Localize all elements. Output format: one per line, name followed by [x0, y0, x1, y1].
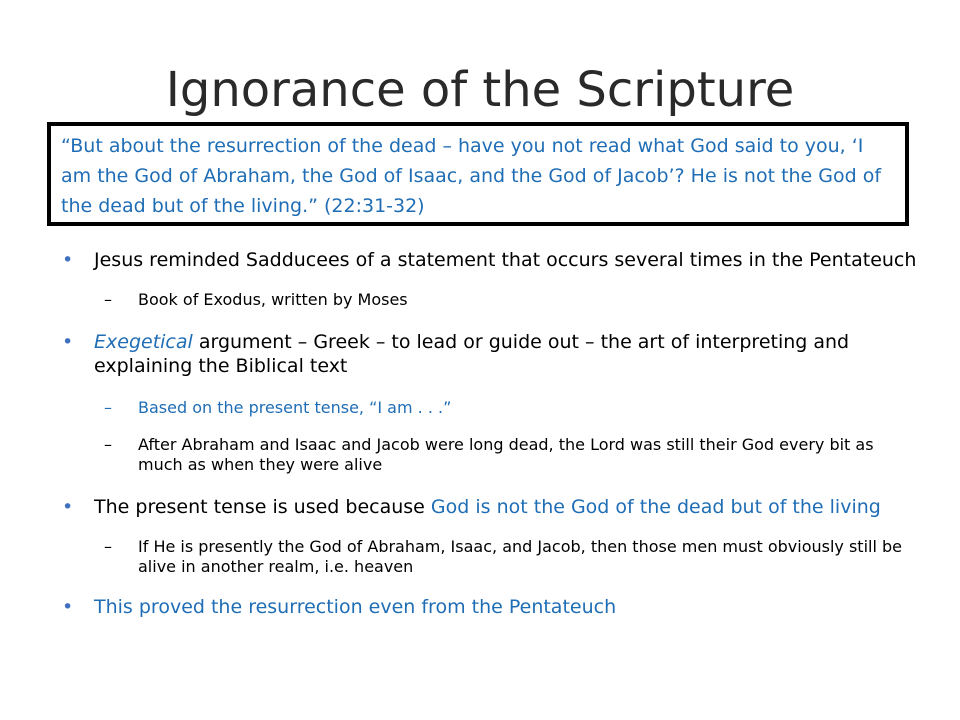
sub-bullet-text: After Abraham and Isaac and Jacob were long dead, the Lord was still their God every bit as much as when they were alive	[138, 435, 874, 474]
sub-bullet-item	[62, 398, 922, 418]
scripture-quote-box	[47, 122, 909, 226]
scripture-quote-text: “But about the resurrection of the dead – have you not read what God said to you, ‘I am the God of Abraham, the God of Isaac, and the God of Jacob’? He is not the God of the dead but of the living.” (22:31-32)	[61, 135, 882, 217]
bullet-text: argument – Greek – to lead or guide out – the art of interpreting and explaining the Biblical text	[94, 331, 850, 377]
bullet-text: The present tense is used because	[94, 496, 431, 518]
bullet-item	[62, 330, 922, 378]
bullet-marker: •	[62, 249, 74, 271]
sub-bullet-marker: –	[104, 537, 112, 556]
bullet-marker: •	[62, 596, 74, 618]
bullet-item	[62, 495, 922, 519]
bullet-item	[62, 248, 922, 272]
sub-bullet-item	[62, 435, 922, 475]
sub-bullet-text: Based on the present tense, “I am . . .”	[138, 398, 452, 417]
bullet-text: Jesus reminded Sadducees of a statement that occurs several times in the Pentateuch	[94, 249, 917, 271]
bullet-text: This proved the resurrection even from the Pentateuch	[94, 596, 617, 618]
bullet-emphasis-text: God is not the God of the dead but of the living	[430, 496, 881, 518]
bullet-emphasis-text: Exegetical	[94, 331, 193, 353]
sub-bullet-text: Book of Exodus, written by Moses	[138, 290, 408, 309]
sub-bullet-text: If He is presently the God of Abraham, Isaac, and Jacob, then those men must obviously still be alive in another realm, i.e. heaven	[138, 537, 902, 576]
bullet-marker: •	[62, 496, 74, 518]
sub-bullet-marker: –	[104, 290, 112, 309]
sub-bullet-item	[62, 290, 922, 310]
sub-bullet-item	[62, 537, 922, 577]
sub-bullet-marker: –	[104, 435, 112, 454]
bullet-list	[62, 248, 922, 619]
sub-bullet-marker: –	[104, 398, 112, 417]
bullet-item	[62, 595, 922, 619]
bullet-marker: •	[62, 331, 74, 353]
slide-title: Ignorance of the Scripture	[165, 62, 795, 118]
